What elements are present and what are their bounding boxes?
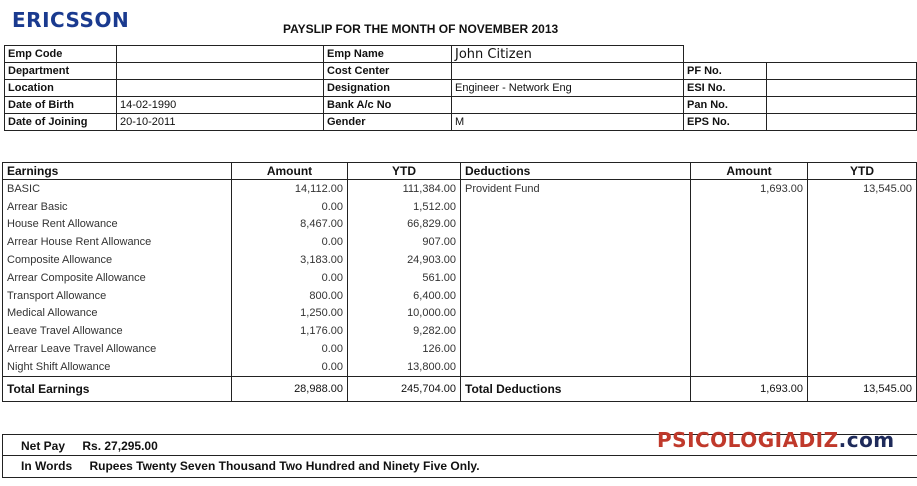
deduction-name: Provident Fund — [461, 180, 691, 198]
deductions-header: Deductions — [461, 163, 691, 180]
emp-name-value: John Citizen — [452, 46, 684, 63]
in-words-value: Rupees Twenty Seven Thousand Two Hundred and Ninety Five Only. — [89, 459, 480, 473]
table-row — [3, 180, 917, 198]
earning-name: Leave Travel Allowance — [3, 322, 232, 340]
deduction-amount — [691, 340, 808, 358]
doj-label: Date of Joining — [5, 114, 117, 131]
table-row — [3, 216, 917, 234]
earning-name: Arrear Leave Travel Allowance — [3, 340, 232, 358]
total-deductions-amount: 1,693.00 — [691, 376, 808, 401]
earning-ytd: 126.00 — [348, 340, 461, 358]
deduction-ytd — [808, 358, 917, 376]
earning-amount: 14,112.00 — [232, 180, 348, 198]
deduction-name — [461, 340, 691, 358]
divider — [3, 455, 917, 456]
doj-value: 20-10-2011 — [117, 114, 324, 131]
blank-cell — [767, 46, 917, 63]
deduction-name — [461, 233, 691, 251]
table-row — [3, 287, 917, 305]
total-deductions-ytd: 13,545.00 — [808, 376, 917, 401]
emp-name-label: Emp Name — [324, 46, 452, 63]
company-logo: ERICSSON — [12, 8, 130, 32]
in-words-row — [21, 459, 480, 473]
deduction-amount — [691, 287, 808, 305]
earning-name: House Rent Allowance — [3, 216, 232, 234]
blank-cell — [684, 46, 767, 63]
table-row — [3, 358, 917, 376]
emp-code-label: Emp Code — [5, 46, 117, 63]
deduction-amount — [691, 305, 808, 323]
pan-no-label: Pan No. — [684, 97, 767, 114]
info-row — [5, 80, 917, 97]
deduction-amount — [691, 198, 808, 216]
eps-no-value — [767, 114, 917, 131]
deduction-name — [461, 269, 691, 287]
deduction-ytd — [808, 233, 917, 251]
watermark-part2: DIZ — [798, 428, 839, 452]
cost-center-label: Cost Center — [324, 63, 452, 80]
deduction-name — [461, 251, 691, 269]
deduction-amount-header: Amount — [691, 163, 808, 180]
earning-name: Medical Allowance — [3, 305, 232, 323]
net-pay-value: Rs. 27,295.00 — [82, 439, 158, 453]
earning-ytd: 907.00 — [348, 233, 461, 251]
earning-ytd: 1,512.00 — [348, 198, 461, 216]
total-earnings-label: Total Earnings — [3, 376, 232, 401]
earning-name: Transport Allowance — [3, 287, 232, 305]
earning-amount: 1,176.00 — [232, 322, 348, 340]
deduction-ytd — [808, 251, 917, 269]
earning-name: Arrear House Rent Allowance — [3, 233, 232, 251]
table-row — [3, 269, 917, 287]
deduction-ytd: 13,545.00 — [808, 180, 917, 198]
deduction-ytd-header: YTD — [808, 163, 917, 180]
net-pay-row — [21, 439, 158, 453]
deduction-name — [461, 287, 691, 305]
info-row — [5, 63, 917, 80]
earning-ytd: 10,000.00 — [348, 305, 461, 323]
earnings-deductions-table — [2, 162, 917, 402]
deduction-name — [461, 322, 691, 340]
deduction-ytd — [808, 269, 917, 287]
info-row — [5, 46, 917, 63]
earning-ytd: 561.00 — [348, 269, 461, 287]
totals-row — [3, 376, 917, 401]
deduction-amount: 1,693.00 — [691, 180, 808, 198]
deduction-name — [461, 216, 691, 234]
table-row — [3, 305, 917, 323]
deduction-name — [461, 358, 691, 376]
earning-amount: 0.00 — [232, 269, 348, 287]
cost-center-value — [452, 63, 684, 80]
table-row — [3, 198, 917, 216]
watermark-part1: PSICOLOGIA — [657, 428, 799, 452]
location-value — [117, 80, 324, 97]
deduction-ytd — [808, 216, 917, 234]
deduction-name — [461, 198, 691, 216]
watermark-part3: .com — [838, 428, 895, 452]
gender-value: M — [452, 114, 684, 131]
deduction-ytd — [808, 198, 917, 216]
earning-name: Arrear Composite Allowance — [3, 269, 232, 287]
table-body — [3, 180, 917, 377]
earning-ytd: 66,829.00 — [348, 216, 461, 234]
earning-ytd: 13,800.00 — [348, 358, 461, 376]
earning-name: Arrear Basic — [3, 198, 232, 216]
total-earnings-amount: 28,988.00 — [232, 376, 348, 401]
earning-amount: 800.00 — [232, 287, 348, 305]
table-row — [3, 251, 917, 269]
department-value — [117, 63, 324, 80]
deduction-amount — [691, 269, 808, 287]
earning-name: Composite Allowance — [3, 251, 232, 269]
deduction-name — [461, 305, 691, 323]
pf-no-value — [767, 63, 917, 80]
designation-label: Designation — [324, 80, 452, 97]
earning-amount: 0.00 — [232, 233, 348, 251]
deduction-ytd — [808, 305, 917, 323]
esi-no-label: ESI No. — [684, 80, 767, 97]
deduction-ytd — [808, 340, 917, 358]
deduction-amount — [691, 233, 808, 251]
payslip-title: PAYSLIP FOR THE MONTH OF NOVEMBER 2013 — [283, 22, 559, 36]
earning-name: Night Shift Allowance — [3, 358, 232, 376]
earning-amount: 0.00 — [232, 340, 348, 358]
earning-ytd: 9,282.00 — [348, 322, 461, 340]
info-row — [5, 97, 917, 114]
deduction-amount — [691, 251, 808, 269]
deduction-amount — [691, 358, 808, 376]
earnings-header: Earnings — [3, 163, 232, 180]
watermark — [657, 428, 895, 452]
deduction-ytd — [808, 322, 917, 340]
emp-code-value — [117, 46, 324, 63]
dob-label: Date of Birth — [5, 97, 117, 114]
esi-no-value — [767, 80, 917, 97]
employee-info-table — [4, 45, 917, 131]
earning-ytd: 6,400.00 — [348, 287, 461, 305]
earning-amount: 3,183.00 — [232, 251, 348, 269]
table-header-row — [3, 163, 917, 180]
amount-header: Amount — [232, 163, 348, 180]
in-words-label: In Words — [21, 459, 73, 473]
deduction-amount — [691, 216, 808, 234]
table-row — [3, 322, 917, 340]
total-earnings-ytd: 245,704.00 — [348, 376, 461, 401]
earning-ytd: 111,384.00 — [348, 180, 461, 198]
deduction-ytd — [808, 287, 917, 305]
table-row — [3, 340, 917, 358]
table-row — [3, 233, 917, 251]
dob-value: 14-02-1990 — [117, 97, 324, 114]
designation-value: Engineer - Network Eng — [452, 80, 684, 97]
earning-ytd: 24,903.00 — [348, 251, 461, 269]
deduction-amount — [691, 322, 808, 340]
earning-amount: 1,250.00 — [232, 305, 348, 323]
earning-amount: 0.00 — [232, 198, 348, 216]
pan-no-value — [767, 97, 917, 114]
earning-name: BASIC — [3, 180, 232, 198]
ytd-header: YTD — [348, 163, 461, 180]
earning-amount: 0.00 — [232, 358, 348, 376]
department-label: Department — [5, 63, 117, 80]
total-deductions-label: Total Deductions — [461, 376, 691, 401]
bank-ac-label: Bank A/c No — [324, 97, 452, 114]
gender-label: Gender — [324, 114, 452, 131]
bank-ac-value — [452, 97, 684, 114]
eps-no-label: EPS No. — [684, 114, 767, 131]
net-pay-label: Net Pay — [21, 439, 66, 453]
info-row — [5, 114, 917, 131]
location-label: Location — [5, 80, 117, 97]
earning-amount: 8,467.00 — [232, 216, 348, 234]
pf-no-label: PF No. — [684, 63, 767, 80]
